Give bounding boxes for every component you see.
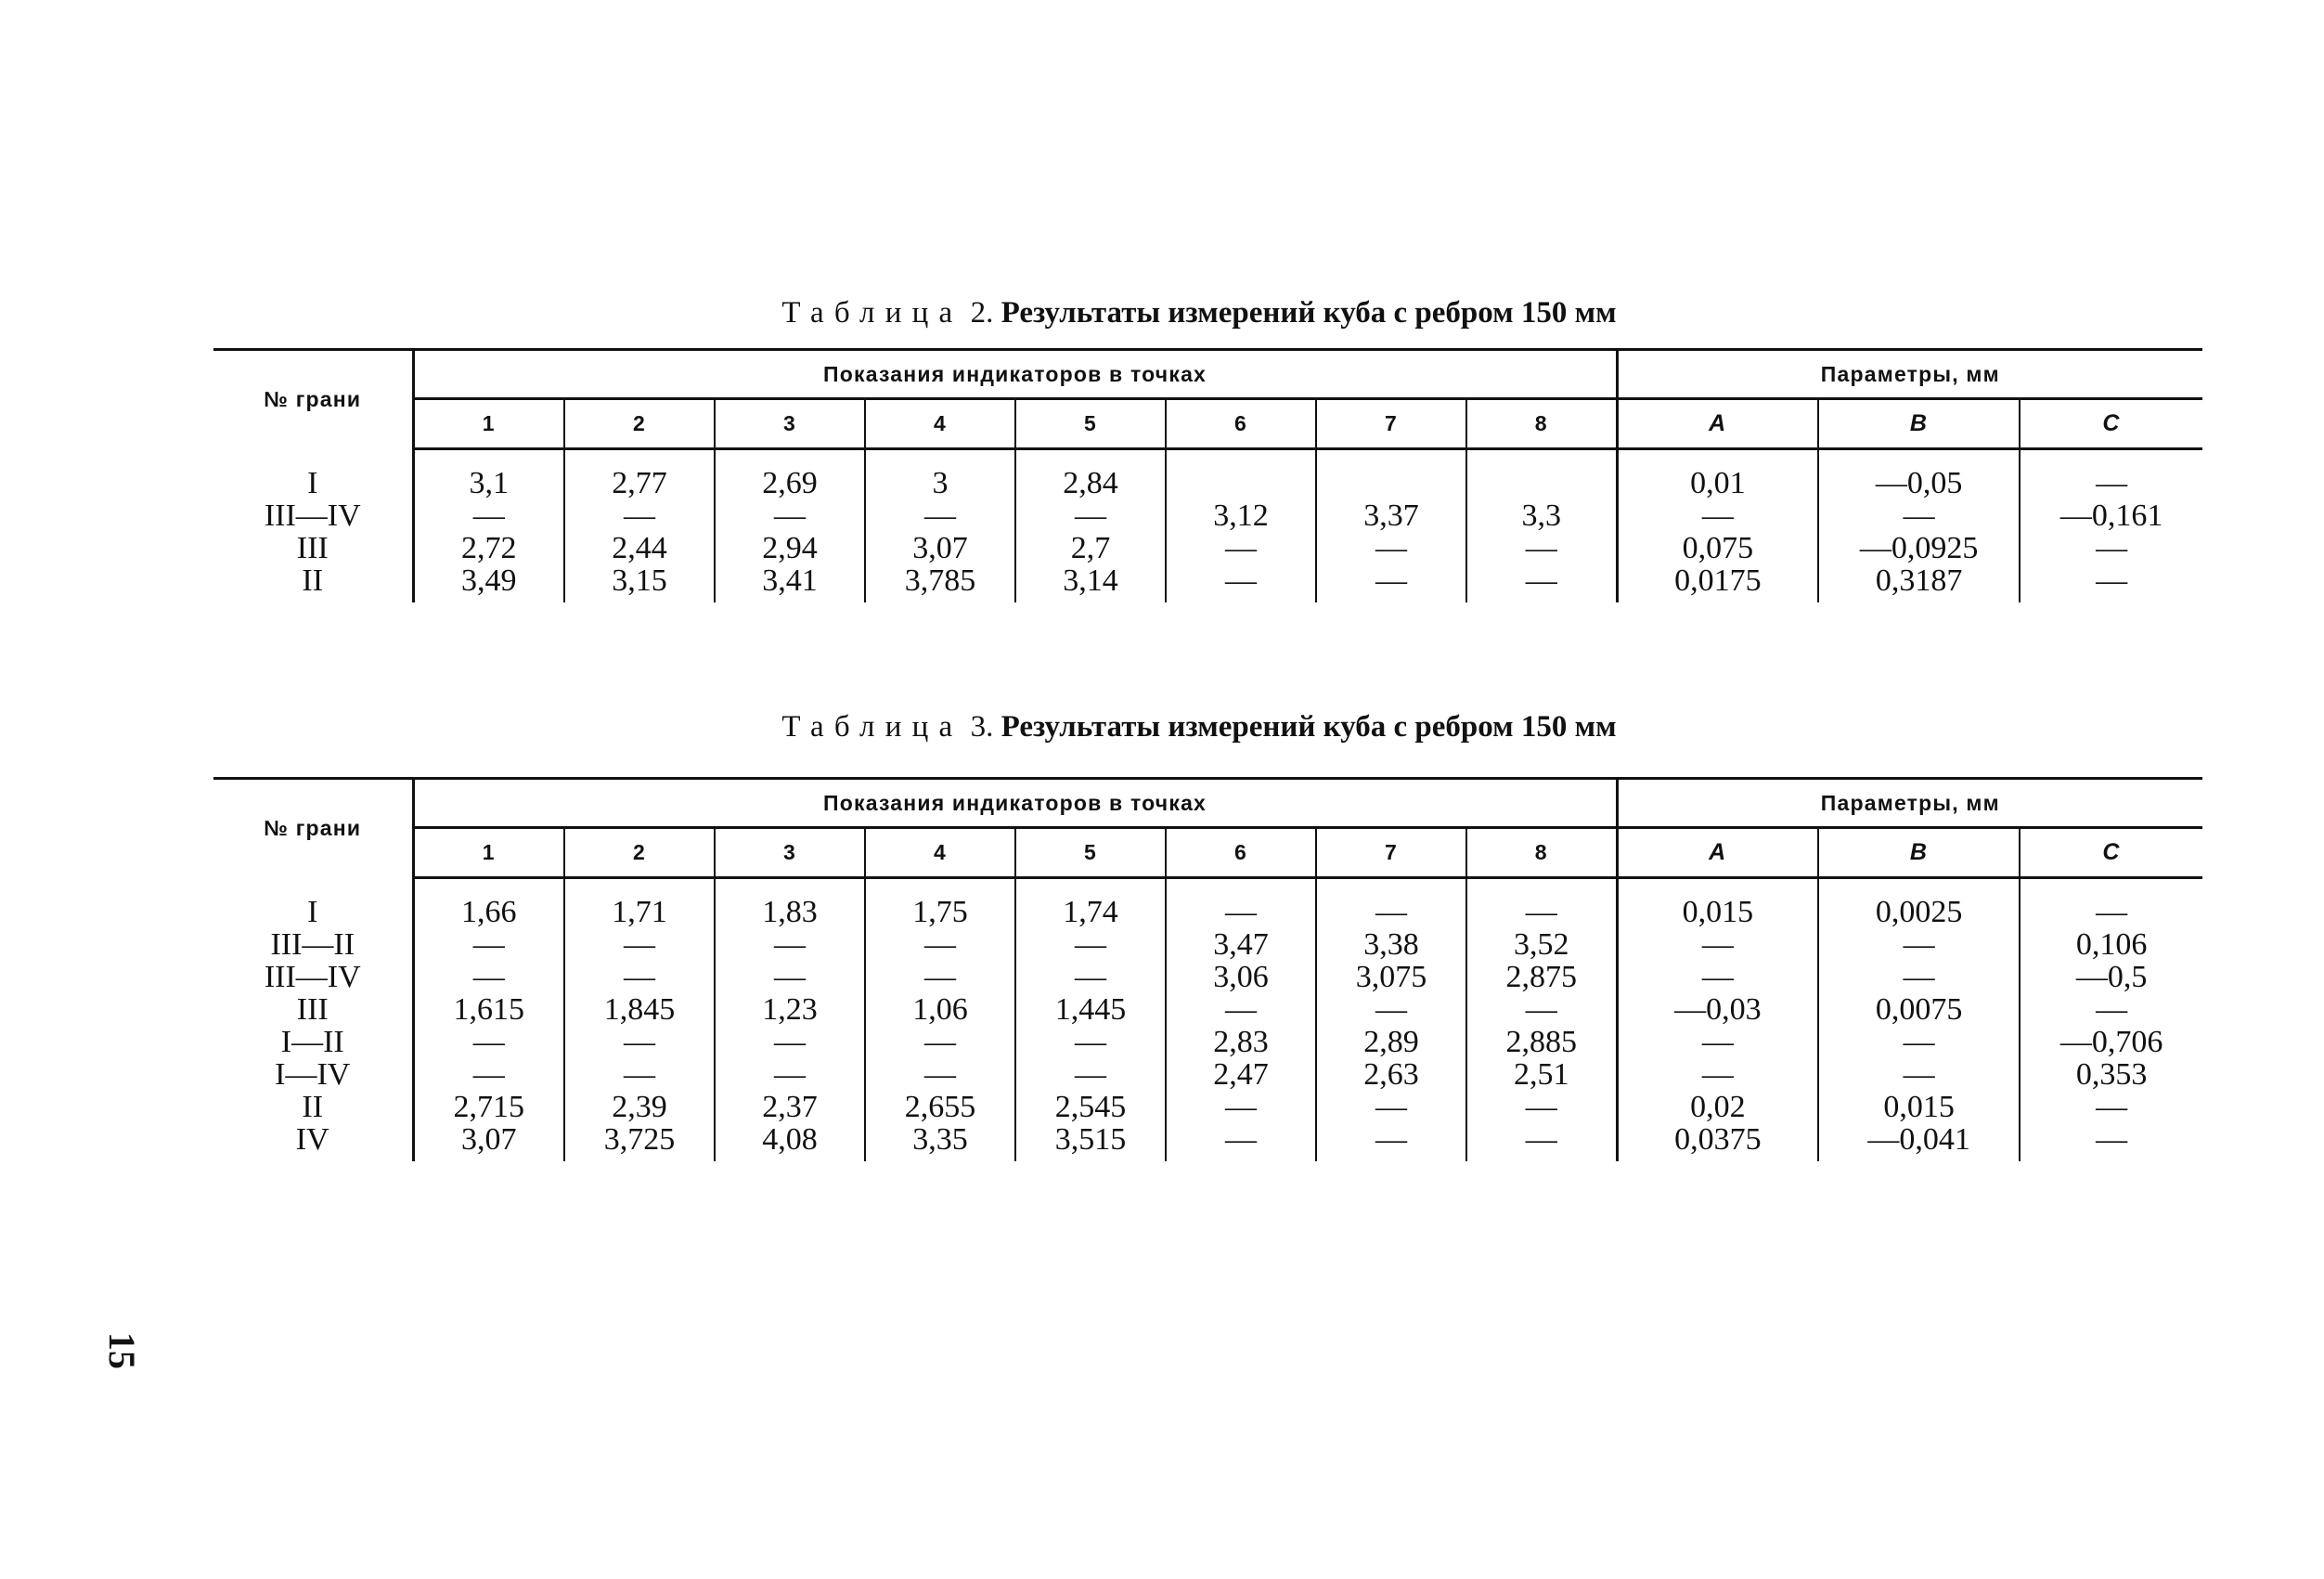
face-cell: III xyxy=(296,993,329,1026)
point-header: 7 xyxy=(1316,828,1466,878)
table3-number: 3. xyxy=(970,710,994,744)
param-cell: — xyxy=(2020,993,2202,1026)
reading-cell: — xyxy=(413,961,564,993)
params-group-header: Параметры, мм xyxy=(1617,779,2202,828)
reading-cell: 2,37 xyxy=(715,1091,865,1123)
reading-cell: 2,77 xyxy=(564,467,715,499)
table-row xyxy=(213,532,2202,564)
reading-cell: — xyxy=(865,499,1015,532)
reading-cell: 3,07 xyxy=(865,532,1015,564)
reading-cell: — xyxy=(1015,499,1166,532)
reading-cell: 3,785 xyxy=(865,564,1015,597)
reading-cell: — xyxy=(865,928,1015,961)
reading-cell: 2,39 xyxy=(564,1091,715,1123)
reading-cell: 3,06 xyxy=(1166,961,1316,993)
param-header: B xyxy=(1818,399,2020,449)
reading-cell: — xyxy=(1015,928,1166,961)
reading-cell: 2,545 xyxy=(1015,1091,1166,1123)
reading-cell: — xyxy=(1316,564,1466,597)
reading-cell: — xyxy=(413,499,564,532)
table2-caption xyxy=(213,296,2185,330)
reading-cell: — xyxy=(564,928,715,961)
reading-cell: — xyxy=(413,928,564,961)
param-cell: — xyxy=(1818,1026,2020,1058)
param-cell: — xyxy=(1818,928,2020,961)
reading-cell: 1,615 xyxy=(413,993,564,1026)
page-number: 15 xyxy=(101,1332,143,1369)
face-cell: III—II xyxy=(270,928,355,961)
face-cell: III—IV xyxy=(264,961,361,993)
reading-cell: — xyxy=(1316,1123,1466,1156)
param-cell: 0,075 xyxy=(1617,532,1818,564)
param-cell: 0,015 xyxy=(1818,1091,2020,1123)
table2 xyxy=(213,348,2202,602)
param-cell: —0,03 xyxy=(1617,993,1818,1026)
reading-cell: 2,715 xyxy=(413,1091,564,1123)
param-cell: — xyxy=(1818,961,2020,993)
table3-header xyxy=(213,779,2202,878)
table-row xyxy=(213,928,2202,961)
table2-header xyxy=(213,350,2202,449)
point-header: 2 xyxy=(564,399,715,449)
reading-cell: — xyxy=(715,961,865,993)
reading-cell: 2,83 xyxy=(1166,1026,1316,1058)
reading-cell: — xyxy=(1316,896,1466,928)
param-cell: 0,353 xyxy=(2020,1058,2202,1091)
table3-label: Таблица xyxy=(781,710,963,744)
param-cell: — xyxy=(2020,532,2202,564)
table3-caption xyxy=(213,710,2185,744)
reading-cell: 1,23 xyxy=(715,993,865,1026)
param-cell: —0,0925 xyxy=(1818,532,2020,564)
point-header: 1 xyxy=(413,828,564,878)
param-cell: —0,05 xyxy=(1818,467,2020,499)
param-cell: 0,0075 xyxy=(1818,993,2020,1026)
reading-cell: — xyxy=(413,1026,564,1058)
point-header: 8 xyxy=(1466,399,1617,449)
reading-cell: — xyxy=(1466,532,1617,564)
reading-cell: 1,845 xyxy=(564,993,715,1026)
face-column-header: № грани xyxy=(213,350,413,449)
reading-cell: 1,66 xyxy=(413,896,564,928)
table2-label: Таблица xyxy=(781,296,963,330)
param-cell: — xyxy=(2020,467,2202,499)
param-cell: — xyxy=(1818,499,2020,532)
point-header: 5 xyxy=(1015,828,1166,878)
reading-cell: 3,3 xyxy=(1466,499,1617,532)
point-header: 2 xyxy=(564,828,715,878)
param-cell: 0,106 xyxy=(2020,928,2202,961)
reading-cell: 3,52 xyxy=(1466,928,1617,961)
reading-cell: 3,07 xyxy=(413,1123,564,1156)
param-cell: — xyxy=(1617,1026,1818,1058)
point-header: 7 xyxy=(1316,399,1466,449)
reading-cell: — xyxy=(865,1058,1015,1091)
param-header: C xyxy=(2020,828,2202,878)
reading-cell: 2,47 xyxy=(1166,1058,1316,1091)
param-cell: — xyxy=(1617,499,1818,532)
face-cell: II xyxy=(302,1091,324,1123)
reading-cell: 3,14 xyxy=(1015,564,1166,597)
param-cell: — xyxy=(2020,1091,2202,1123)
reading-cell: 3,12 xyxy=(1166,499,1316,532)
table-row xyxy=(213,467,2202,499)
reading-cell: — xyxy=(1316,1091,1466,1123)
reading-cell: 2,94 xyxy=(715,532,865,564)
table-row xyxy=(213,961,2202,993)
reading-cell: 2,84 xyxy=(1015,467,1166,499)
point-header: 6 xyxy=(1166,828,1316,878)
param-cell: — xyxy=(2020,564,2202,597)
face-cell: I xyxy=(307,467,318,499)
reading-cell: — xyxy=(564,961,715,993)
reading-cell: — xyxy=(1316,532,1466,564)
param-header: A xyxy=(1617,399,1818,449)
face-cell: I xyxy=(307,896,318,928)
table3 xyxy=(213,777,2202,1161)
reading-cell: 3,515 xyxy=(1015,1123,1166,1156)
reading-cell: — xyxy=(715,928,865,961)
params-group-header: Параметры, мм xyxy=(1617,350,2202,399)
table2-title: Результаты измерений куба с ребром 150 мм xyxy=(1001,296,1617,330)
reading-cell: 2,885 xyxy=(1466,1026,1617,1058)
reading-cell: 4,08 xyxy=(715,1123,865,1156)
reading-cell: — xyxy=(715,1058,865,1091)
point-header: 5 xyxy=(1015,399,1166,449)
reading-cell: — xyxy=(1466,564,1617,597)
reading-cell: — xyxy=(1166,993,1316,1026)
param-cell: — xyxy=(2020,896,2202,928)
reading-cell: — xyxy=(1015,1026,1166,1058)
point-header: 3 xyxy=(715,828,865,878)
point-header: 4 xyxy=(865,399,1015,449)
reading-cell: — xyxy=(564,1058,715,1091)
reading-cell: — xyxy=(413,1058,564,1091)
reading-cell: — xyxy=(865,1026,1015,1058)
reading-cell xyxy=(1316,467,1466,499)
param-cell: 0,0025 xyxy=(1818,896,2020,928)
point-header: 1 xyxy=(413,399,564,449)
table-row xyxy=(213,993,2202,1026)
reading-cell: — xyxy=(715,1026,865,1058)
reading-cell: 2,89 xyxy=(1316,1026,1466,1058)
reading-cell: 1,445 xyxy=(1015,993,1166,1026)
reading-cell: — xyxy=(1466,993,1617,1026)
reading-cell: — xyxy=(1166,1123,1316,1156)
reading-cell: 3,49 xyxy=(413,564,564,597)
reading-cell: — xyxy=(564,499,715,532)
reading-cell: — xyxy=(1015,1058,1166,1091)
reading-cell: 2,44 xyxy=(564,532,715,564)
reading-cell: 1,75 xyxy=(865,896,1015,928)
param-cell: —0,706 xyxy=(2020,1026,2202,1058)
param-cell: 0,0375 xyxy=(1617,1123,1818,1156)
reading-cell: — xyxy=(1166,896,1316,928)
table3-title: Результаты измерений куба с ребром 150 мм xyxy=(1001,710,1617,744)
reading-cell: 3,37 xyxy=(1316,499,1466,532)
reading-cell: 2,655 xyxy=(865,1091,1015,1123)
param-cell: 0,02 xyxy=(1617,1091,1818,1123)
reading-cell: — xyxy=(1166,532,1316,564)
param-cell: 0,01 xyxy=(1617,467,1818,499)
table2-number: 2. xyxy=(970,296,994,330)
reading-cell: 2,7 xyxy=(1015,532,1166,564)
indicators-group-header: Показания индикаторов в точках xyxy=(413,779,1617,828)
table-row xyxy=(213,1091,2202,1123)
reading-cell: — xyxy=(1166,1091,1316,1123)
reading-cell: 3,725 xyxy=(564,1123,715,1156)
reading-cell: — xyxy=(865,961,1015,993)
table-row xyxy=(213,1026,2202,1058)
reading-cell: — xyxy=(564,1026,715,1058)
table3-body xyxy=(213,878,2202,1162)
param-cell: — xyxy=(1617,1058,1818,1091)
table-row xyxy=(213,896,2202,928)
table-row xyxy=(213,499,2202,532)
reading-cell: 3,38 xyxy=(1316,928,1466,961)
reading-cell: 3 xyxy=(865,467,1015,499)
face-cell: I—II xyxy=(280,1026,344,1058)
table-row xyxy=(213,564,2202,597)
reading-cell: 3,15 xyxy=(564,564,715,597)
point-header: 6 xyxy=(1166,399,1316,449)
reading-cell: 2,69 xyxy=(715,467,865,499)
param-cell: 0,0175 xyxy=(1617,564,1818,597)
reading-cell: 3,075 xyxy=(1316,961,1466,993)
reading-cell: 1,06 xyxy=(865,993,1015,1026)
param-header: C xyxy=(2020,399,2202,449)
point-header: 8 xyxy=(1466,828,1617,878)
table-row xyxy=(213,1058,2202,1091)
param-cell: — xyxy=(1818,1058,2020,1091)
face-cell: III xyxy=(296,532,329,564)
reading-cell xyxy=(1466,467,1617,499)
indicators-group-header: Показания индикаторов в точках xyxy=(413,350,1617,399)
reading-cell: 1,74 xyxy=(1015,896,1166,928)
reading-cell: — xyxy=(1015,961,1166,993)
param-header: A xyxy=(1617,828,1818,878)
face-column-header: № грани xyxy=(213,779,413,878)
face-cell: IV xyxy=(295,1123,329,1156)
param-cell: 0,015 xyxy=(1617,896,1818,928)
reading-cell xyxy=(1166,467,1316,499)
param-cell: —0,041 xyxy=(1818,1123,2020,1156)
reading-cell: 3,35 xyxy=(865,1123,1015,1156)
param-cell: — xyxy=(1617,928,1818,961)
param-cell: —0,161 xyxy=(2020,499,2202,532)
face-cell: II xyxy=(302,564,324,597)
reading-cell: 3,47 xyxy=(1166,928,1316,961)
point-header: 4 xyxy=(865,828,1015,878)
param-header: B xyxy=(1818,828,2020,878)
reading-cell: 2,875 xyxy=(1466,961,1617,993)
reading-cell: — xyxy=(1466,1091,1617,1123)
param-cell: — xyxy=(2020,1123,2202,1156)
reading-cell: 2,63 xyxy=(1316,1058,1466,1091)
reading-cell: — xyxy=(1316,993,1466,1026)
reading-cell: — xyxy=(1166,564,1316,597)
face-cell: I—IV xyxy=(275,1058,351,1091)
reading-cell: 1,83 xyxy=(715,896,865,928)
reading-cell: — xyxy=(715,499,865,532)
face-cell: III—IV xyxy=(264,499,361,532)
table-row xyxy=(213,1123,2202,1156)
param-cell: —0,5 xyxy=(2020,961,2202,993)
table2-body xyxy=(213,449,2202,603)
reading-cell: 2,51 xyxy=(1466,1058,1617,1091)
reading-cell: 3,41 xyxy=(715,564,865,597)
reading-cell: 2,72 xyxy=(413,532,564,564)
reading-cell: 3,1 xyxy=(413,467,564,499)
reading-cell: — xyxy=(1466,896,1617,928)
reading-cell: 1,71 xyxy=(564,896,715,928)
reading-cell: — xyxy=(1466,1123,1617,1156)
point-header: 3 xyxy=(715,399,865,449)
param-cell: 0,3187 xyxy=(1818,564,2020,597)
param-cell: — xyxy=(1617,961,1818,993)
